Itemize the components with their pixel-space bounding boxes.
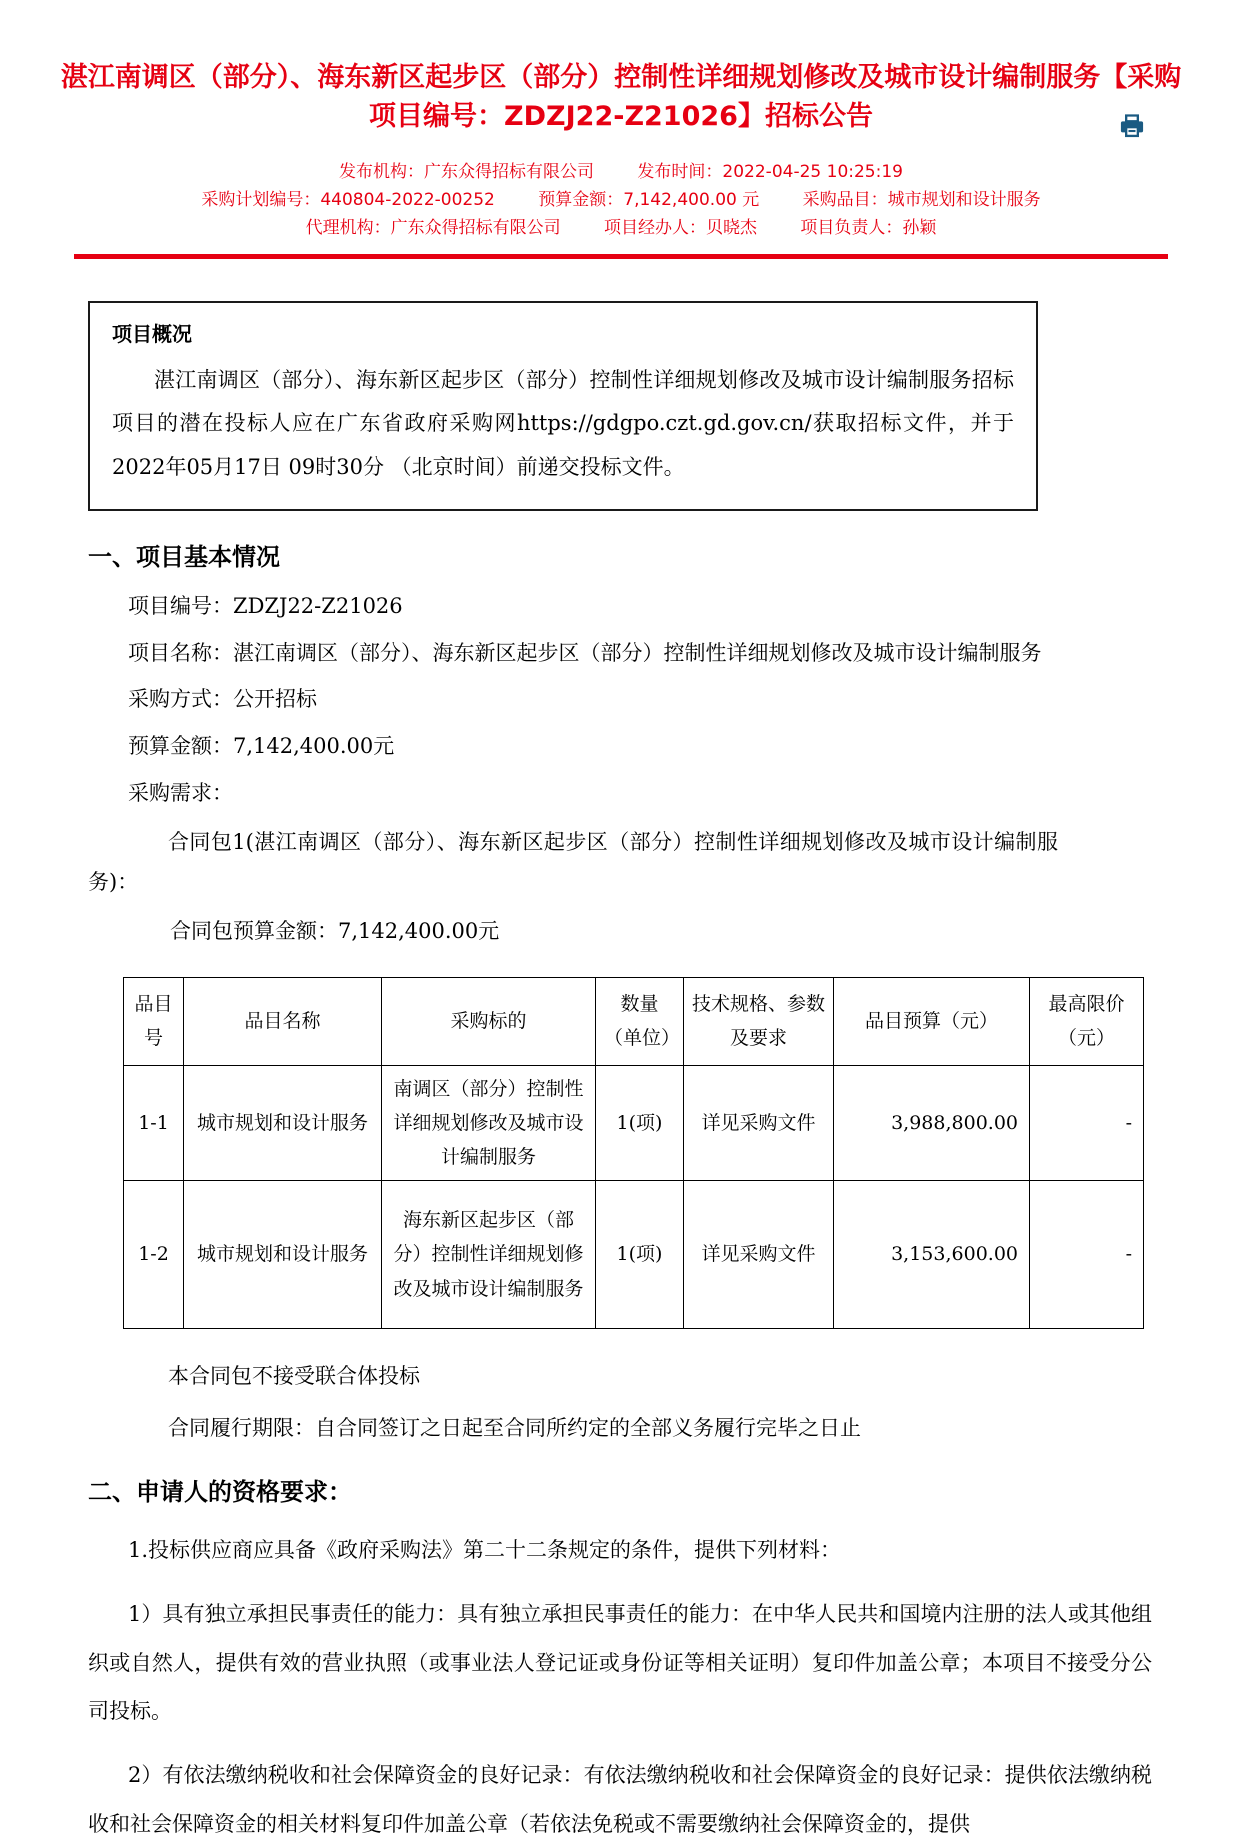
budget-amount xyxy=(538,186,759,214)
red-divider xyxy=(74,254,1168,259)
procurement-category-label: 采购品目： xyxy=(802,190,888,211)
overview-heading: 项目概况 xyxy=(112,322,192,347)
cell-item-budget: 3,153,600.00 xyxy=(834,1181,1030,1329)
procurement-category xyxy=(803,186,1041,214)
qualification-intro: 1.投标供应商应具备《政府采购法》第二十二条规定的条件，提供下列材料： xyxy=(128,1538,842,1563)
cell-tech-spec: 详见采购文件 xyxy=(684,1065,834,1181)
cell-item-name: 城市规划和设计服务 xyxy=(184,1181,382,1329)
cell-quantity: 1(项) xyxy=(596,1065,684,1181)
cell-item-no: 1-2 xyxy=(124,1181,184,1329)
meta-line-2 xyxy=(0,186,1242,214)
page-header xyxy=(0,0,1242,242)
cell-tech-spec: 详见采购文件 xyxy=(684,1181,834,1329)
header-max-price: 最高限价（元） xyxy=(1030,977,1144,1065)
header-procurement-target: 采购标的 xyxy=(382,977,596,1065)
no-consortium-note: 本合同包不接受联合体投标 xyxy=(168,1364,420,1389)
page-title: 湛江南调区（部分）、海东新区起步区（部分）控制性详细规划修改及城市设计编制服务【采购项目编号：ZDZJ22-Z21026】招标公告 xyxy=(60,62,1182,133)
header-quantity: 数量（单位） xyxy=(596,977,684,1065)
cell-max-price: - xyxy=(1030,1181,1144,1329)
cell-item-budget: 3,988,800.00 xyxy=(834,1065,1030,1181)
publisher xyxy=(339,158,594,186)
header-item-name: 品目名称 xyxy=(184,977,382,1065)
project-leader-value: 孙颖 xyxy=(902,218,937,239)
project-handler-label: 项目经办人： xyxy=(604,218,706,239)
info-line-method: 采购方式：公开招标 xyxy=(128,687,317,712)
qualification-item-2: 2）有依法缴纳税收和社会保障资金的良好记录：有依法缴纳税收和社会保障资金的良好记录：提供依法缴纳税收和社会保障资金的相关材料复印件加盖公章（若依法免税或不需要缴纳社会保障资金的，提供 xyxy=(88,1763,1152,1836)
publisher-value: 广东众得招标有限公司 xyxy=(424,162,595,183)
meta-block xyxy=(0,158,1242,242)
budget-amount-value: 7,142,400.00 元 xyxy=(623,190,760,211)
header-tech-spec: 技术规格、参数及要求 xyxy=(684,977,834,1065)
table-row xyxy=(124,1065,1144,1181)
section-2-heading: 二、申请人的资格要求： xyxy=(88,1478,352,1507)
publish-time-label: 发布时间： xyxy=(637,162,723,183)
plan-number-value: 440804-2022-00252 xyxy=(320,190,495,211)
plan-number xyxy=(201,186,495,214)
table-notes xyxy=(168,1359,1242,1446)
header-item-budget: 品目预算（元） xyxy=(834,977,1030,1065)
table-header-row xyxy=(124,977,1144,1065)
publisher-label: 发布机构： xyxy=(339,162,425,183)
info-line-project-number: 项目编号：ZDZJ22-Z21026 xyxy=(128,594,403,619)
budget-amount-label: 预算金额： xyxy=(538,190,624,211)
plan-number-label: 采购计划编号： xyxy=(201,190,321,211)
project-handler xyxy=(604,214,757,242)
info-line-project-name: 项目名称：湛江南调区（部分）、海东新区起步区（部分）控制性详细规划修改及城市设计编制服务 xyxy=(128,640,1042,665)
publish-time xyxy=(637,158,903,186)
project-handler-value: 贝晓杰 xyxy=(706,218,757,239)
cell-quantity: 1(项) xyxy=(596,1181,684,1329)
basic-info-block xyxy=(128,590,1242,810)
cell-item-no: 1-1 xyxy=(124,1065,184,1181)
cell-max-price: - xyxy=(1030,1065,1144,1181)
printer-icon[interactable] xyxy=(1118,112,1146,140)
contract-period-note: 合同履行期限：自合同签订之日起至合同所约定的全部义务履行完毕之日止 xyxy=(168,1415,861,1440)
info-line-budget: 预算金额：7,142,400.00元 xyxy=(128,733,395,758)
header-item-no: 品目号 xyxy=(124,977,184,1065)
cell-procurement-target: 南调区（部分）控制性详细规划修改及城市设计编制服务 xyxy=(382,1065,596,1181)
publish-time-value: 2022-04-25 10:25:19 xyxy=(722,162,903,183)
table-row xyxy=(124,1181,1144,1329)
meta-line-3 xyxy=(0,214,1242,242)
meta-line-1 xyxy=(0,158,1242,186)
contract-package-budget: 合同包预算金额：7,142,400.00元 xyxy=(170,918,500,943)
project-leader-label: 项目负责人： xyxy=(800,218,903,239)
agency-label: 代理机构： xyxy=(305,218,391,239)
overview-box xyxy=(88,301,1038,510)
section-1-heading: 一、项目基本情况 xyxy=(88,542,280,571)
procurement-category-value: 城市规划和设计服务 xyxy=(887,190,1041,211)
cell-item-name: 城市规划和设计服务 xyxy=(184,1065,382,1181)
contract-package-line: 合同包1(湛江南调区（部分）、海东新区起步区（部分）控制性详细规划修改及城市设计编制服务)： xyxy=(88,830,1058,895)
project-leader xyxy=(800,214,936,242)
overview-text: 湛江南调区（部分）、海东新区起步区（部分）控制性详细规划修改及城市设计编制服务招标项目的潜在投标人应在广东省政府采购网https://gdgpo.czt.gd.gov.cn/获取招标文件，并于 2022年05月17日 09时30分 （北京时间）前递交投标文件。 xyxy=(112,368,1014,479)
items-table xyxy=(123,977,1144,1330)
cell-procurement-target: 海东新区起步区（部分）控制性详细规划修改及城市设计编制服务 xyxy=(382,1181,596,1329)
agency-value: 广东众得招标有限公司 xyxy=(390,218,561,239)
agency xyxy=(306,214,561,242)
qualification-item-1: 1）具有独立承担民事责任的能力：具有独立承担民事责任的能力：在中华人民共和国境内注册的法人或其他组织或自然人，提供有效的营业执照（或事业法人登记证或身份证等相关证明）复印件加盖公章；本项目不接受分公司投标。 xyxy=(88,1602,1152,1723)
info-line-requirement: 采购需求： xyxy=(128,780,233,805)
